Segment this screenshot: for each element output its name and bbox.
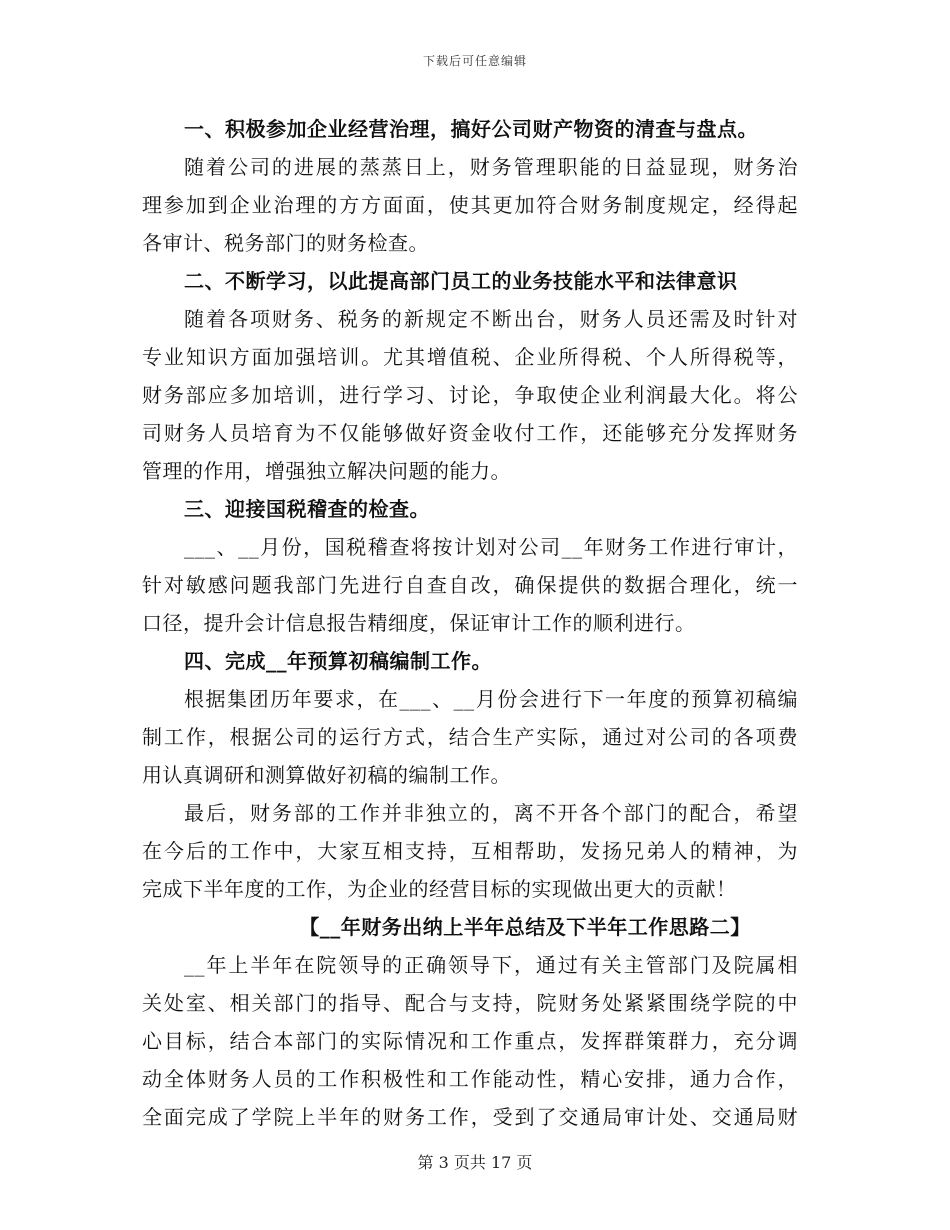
paragraph-line: 制工作，根据公司的运行方式，结合生产实际，通过对公司的各项费 <box>142 725 798 749</box>
section-heading: 三、迎接国税稽查的检查。 <box>184 497 430 521</box>
paragraph-line: 完成下半年度的工作，为企业的经营目标的实现做出更大的贡献！ <box>142 877 737 901</box>
paragraph-line: 理参加到企业治理的方方面面，使其更加符合财务制度规定，经得起 <box>142 193 798 217</box>
paragraph-line: 在今后的工作中，大家互相支持，互相帮助，发扬兄弟人的精神，为 <box>142 839 798 863</box>
paragraph-line: __年上半年在院领导的正确领导下，通过有关主管部门及院属相 <box>184 953 798 977</box>
paragraph-line: 随着各项财务、税务的新规定不断出台，财务人员还需及时针对 <box>184 307 798 331</box>
paragraph-line: 口径，提升会计信息报告精细度，保证审计工作的顺利进行。 <box>142 611 696 635</box>
paragraph-line: 财务部应多加培训，进行学习、讨论，争取使企业利润最大化。将公 <box>142 383 798 407</box>
paragraph <box>142 528 798 642</box>
paragraph <box>142 680 798 794</box>
paragraph <box>142 946 798 1136</box>
paragraph-line: 根据集团历年要求，在___、__月份会进行下一年度的预算初稿编 <box>184 687 798 711</box>
paragraph-line: 各审计、税务部门的财务检查。 <box>142 231 429 255</box>
paragraph-line: 动全体财务人员的工作积极性和工作能动性，精心安排，通力合作， <box>142 1067 798 1091</box>
paragraph-line: 心目标，结合本部门的实际情况和工作重点，发挥群策群力，充分调 <box>142 1029 798 1053</box>
paragraph-line: ___、__月份，国税稽查将按计划对公司__年财务工作进行审计， <box>184 535 798 559</box>
paragraph-line: 用认真调研和测算做好初稿的编制工作。 <box>142 763 511 787</box>
paragraph <box>142 300 798 490</box>
section-title: 【__年财务出纳上半年总结及下半年工作思路二】 <box>299 915 751 939</box>
paragraph-line: 管理的作用，增强独立解决问题的能力。 <box>142 459 511 483</box>
paragraph-line: 司财务人员培育为不仅能够做好资金收付工作，还能够充分发挥财务 <box>142 421 798 445</box>
section-heading: 四、完成__年预算初稿编制工作。 <box>184 649 492 673</box>
paragraph-line: 关处室、相关部门的指导、配合与支持，院财务处紧紧围绕学院的中 <box>142 991 798 1015</box>
paragraph-line: 全面完成了学院上半年的财务工作，受到了交通局审计处、交通局财 <box>142 1105 798 1129</box>
paragraph-line: 针对敏感问题我部门先进行自查自改，确保提供的数据合理化，统一 <box>142 573 798 597</box>
page-footer: 第 3 页共 17 页 <box>417 1153 533 1172</box>
paragraph-line: 专业知识方面加强培训。尤其增值税、企业所得税、个人所得税等， <box>142 345 798 369</box>
paragraph-line: 随着公司的进展的蒸蒸日上，财务管理职能的日益显现，财务治 <box>184 155 798 179</box>
paragraph <box>142 794 798 908</box>
document-body <box>142 110 798 1136</box>
section-heading: 一、积极参加企业经营治理，搞好公司财产物资的清查与盘点。 <box>184 117 758 141</box>
paragraph <box>142 148 798 262</box>
page-header-note: 下载后可任意编辑 <box>422 54 527 68</box>
paragraph-line: 最后，财务部的工作并非独立的，离不开各个部门的配合，希望 <box>184 801 798 825</box>
section-heading: 二、不断学习，以此提高部门员工的业务技能水平和法律意识 <box>184 269 738 293</box>
